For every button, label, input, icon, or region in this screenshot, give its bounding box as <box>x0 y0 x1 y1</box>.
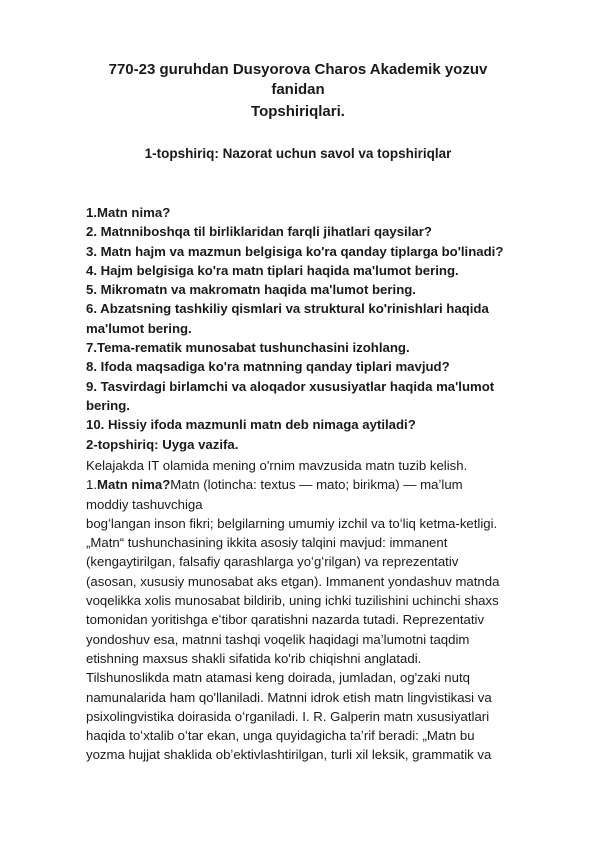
question-line: 7.Tema-rematik munosabat tushunchasini izohlang. <box>86 340 410 356</box>
answer-line: etishning maxsus shakli sifatida ko'rib chiqishni anglatadi. <box>86 650 422 666</box>
answer-question-bold: Matn nima? <box>97 477 171 493</box>
document-title-line-1: 770-23 guruhdan Dusyorova Charos Akademik yozuv <box>108 61 488 78</box>
answer-line: (asosan, xususiy munosabat aks etgan). Immanent yondashuv matnda <box>86 573 500 589</box>
question-line: 4. Hajm belgisiga ko'ra matn tiplari haqida ma'lumot bering. <box>86 262 459 278</box>
question-line: 10. Hissiy ifoda mazmunli matn deb nimaga aytiladi? <box>86 417 416 433</box>
answer-line: namunalarida ham qo'llaniladi. Matnni idrok etish matn lingvistikasi va <box>86 689 492 705</box>
answer-intro: Kelajakda IT olamida mening o'rnim mavzusida matn tuzib kelish. <box>86 458 468 473</box>
answer-first-line <box>86 475 556 494</box>
question-line: 8. Ifoda maqsadiga ko'ra matnning qanday tiplari mavjud? <box>86 359 450 375</box>
question-line: 2. Matnniboshqa til birliklaridan farqli jihatlari qaysilar? <box>86 224 432 240</box>
answer-definition-start: Matn (lotincha: textus — mato; birikma) — maʼlum <box>170 477 463 493</box>
answer-line: voqelikka xolis munosabat bildirib, uning ichki tuzilishini uchinchi shaxs <box>86 593 499 609</box>
question-line: 5. Mikromatn va makromatn haqida ma'lumot bering. <box>86 282 416 298</box>
answer-text <box>86 456 556 765</box>
answer-line: tomonidan yoritishga eʻtibor qaratishni nazarda tutadi. Reprezentativ <box>86 612 485 628</box>
task1-heading: 1-topshiriq: Nazorat uchun savol va topshiriqlar <box>144 146 452 161</box>
answer-line: bogʻlangan inson fikri; belgilarning umumiy izchil va toʻliq ketma-ketligi. <box>86 515 498 531</box>
answer-line: (kengaytirilgan, falsafiy qarashlarga yoʻgʻrilgan) va reprezentativ <box>86 554 459 570</box>
answer-line: haqida toʻxtalib oʻtar ekan, unga quyidagicha taʼrif beradi: „Matn bu <box>86 728 475 744</box>
document-title-line-3: Topshiriqlari. <box>251 103 345 120</box>
question-line: 9. Tasvirdagi birlamchi va aloqador xususiyatlar haqida ma'lumot <box>86 378 495 394</box>
answer-line: „Matn“ tushunchasining ikkita asosiy talqini mavjud: immanent <box>86 535 448 551</box>
document-title-line-2: fanidan <box>271 81 325 98</box>
task2-heading: 2-topshiriq: Uyga vazifa. <box>86 436 239 452</box>
answer-number: 1. <box>86 477 97 493</box>
question-line: 6. Abzatsning tashkiliy qismlari va struktural ko'rinishlari haqida <box>86 301 489 317</box>
answer-line: moddiy tashuvchiga <box>86 496 203 512</box>
answer-line: Tilshunoslikda matn atamasi keng doirada, jumladan, og'zaki nutq <box>86 670 470 686</box>
answer-line: psixolingvistika doirasida oʻrganiladi. I. R. Galperin matn xususiyatlari <box>86 708 490 724</box>
question-line: 1.Matn nima? <box>86 205 171 220</box>
question-line: ma'lumot bering. <box>86 320 192 336</box>
answer-line: yondoshuv esa, matnni tashqi voqelik haqidagi maʼlumotni taqdim <box>86 631 470 647</box>
answer-line: yozma hujjat shaklida obʼektivlashtirilgan, turli xil leksik, grammatik va <box>86 747 492 763</box>
question-line: 3. Matn hajm va mazmun belgisiga ko'ra qanday tiplarga bo'linadi? <box>86 243 504 259</box>
question-line: bering. <box>86 397 130 413</box>
question-list <box>86 203 556 454</box>
